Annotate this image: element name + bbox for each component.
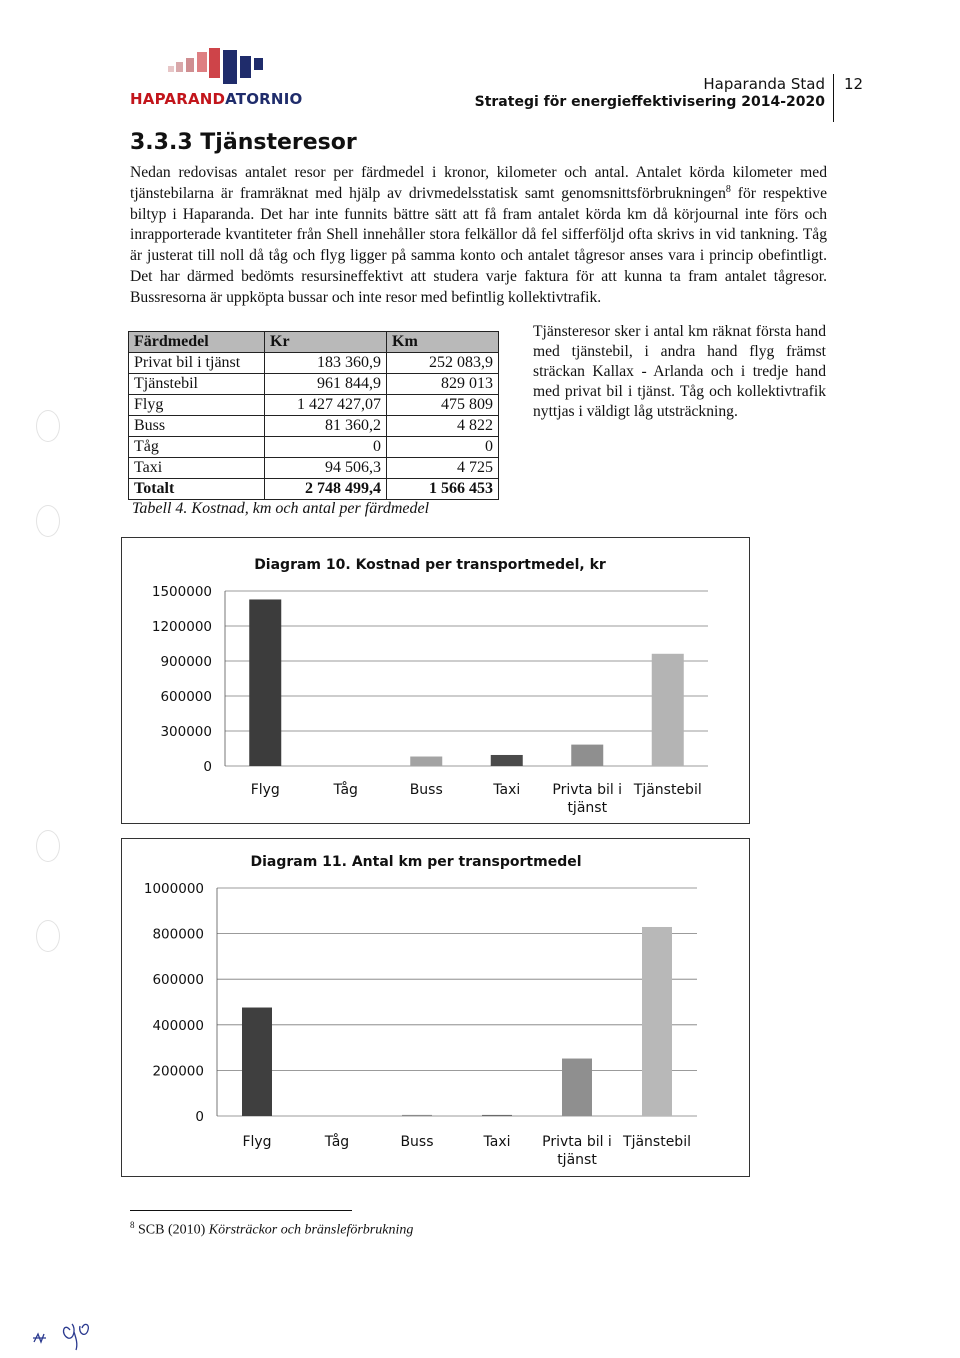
y-tick-label: 1000000 xyxy=(143,881,204,897)
table-caption: Tabell 4. Kostnad, km och antal per färdmedel xyxy=(132,500,430,517)
x-category-label: Tjänstebil xyxy=(623,1134,691,1150)
table-cell: 4 822 xyxy=(387,416,499,437)
header-divider xyxy=(833,74,834,122)
header-document-title: Strategi för energieffektivisering 2014-2020 xyxy=(474,94,825,110)
table-cell: Tjänstebil xyxy=(129,374,265,395)
punch-hole-mark xyxy=(36,410,60,442)
y-tick-label: 600000 xyxy=(152,972,204,989)
table-row xyxy=(129,437,499,458)
page-number: 12 xyxy=(844,75,864,93)
table-header-cell: Färdmedel xyxy=(129,332,265,353)
footnote xyxy=(130,1220,413,1239)
y-tick-label: 200000 xyxy=(152,1063,204,1080)
bar-privta-bil-i-tjänst xyxy=(562,1059,592,1116)
table-cell: 1 566 453 xyxy=(387,479,499,500)
footnote-divider xyxy=(130,1210,352,1211)
logo-text-blue: ATORNIO xyxy=(225,90,303,108)
footnote-number: 8 xyxy=(130,1220,135,1230)
bar-tjänstebil xyxy=(642,927,672,1116)
table-cell: 0 xyxy=(265,437,387,458)
bar-tjänstebil xyxy=(652,654,684,766)
x-category-label: Flyg xyxy=(250,782,280,798)
table-cell: 0 xyxy=(387,437,499,458)
table-cell: 252 083,9 xyxy=(387,353,499,374)
table-cell: 2 748 499,4 xyxy=(265,479,387,500)
table-cell: 81 360,2 xyxy=(265,416,387,437)
bar-flyg xyxy=(249,599,281,766)
y-tick-label: 900000 xyxy=(160,654,212,670)
y-tick-label: 300000 xyxy=(160,724,212,740)
x-category-label: Taxi xyxy=(493,782,521,798)
y-tick-label: 1200000 xyxy=(151,619,212,635)
punch-hole-mark xyxy=(36,920,60,952)
table-row xyxy=(129,353,499,374)
intro-paragraph xyxy=(130,163,827,309)
y-tick-label: 1500000 xyxy=(151,584,212,600)
x-category-label: Buss xyxy=(400,1134,434,1150)
table-header-cell: Km xyxy=(387,332,499,353)
section-heading: 3.3.3 Tjänsteresor xyxy=(130,130,357,155)
punch-hole-mark xyxy=(36,830,60,862)
table-cell: 961 844,9 xyxy=(265,374,387,395)
table-header-row xyxy=(129,332,499,353)
chart-cost-per-transport xyxy=(121,537,748,822)
bar-buss xyxy=(402,1115,432,1116)
y-tick-label: 400000 xyxy=(152,1017,204,1034)
table-row xyxy=(129,416,499,437)
y-tick-label: 600000 xyxy=(160,689,212,705)
chart-km-per-transport xyxy=(121,838,748,1175)
footnote-reference: 8 xyxy=(725,183,731,195)
side-paragraph: Tjänsteresor sker i antal km räknat första hand med tjänstebil, i andra hand flyg främst sträckan Kallax - Arlanda och i tredje hand med privat bil i tjänst. Tåg och kollektivtrafik nyttjas i väldigt låg utsträckning. xyxy=(533,323,826,420)
logo-text xyxy=(130,90,302,108)
y-tick-label: 800000 xyxy=(152,926,204,943)
logo-mark-icon xyxy=(162,44,282,86)
table-cell: 4 725 xyxy=(387,458,499,479)
table-header-cell: Kr xyxy=(265,332,387,353)
footnote-title: Körsträckor och bränsleförbrukning xyxy=(208,1222,414,1238)
table-cell: 1 427 427,07 xyxy=(265,395,387,416)
table-row xyxy=(129,395,499,416)
table-cell: Privat bil i tjänst xyxy=(129,353,265,374)
intro-text-start: Nedan redovisas antalet resor per färdmedel i kronor, kilometer och antal. Antalet körda kilometer med tjänstebilarna är framräknat med hjälp av drivmedelsstatisk samt genomsnittsförbrukningen xyxy=(130,164,827,202)
chart-title: Diagram 10. Kostnad per transportmedel, kr xyxy=(254,557,606,573)
table-cell: Taxi xyxy=(129,458,265,479)
handwritten-initials xyxy=(30,1312,100,1352)
table-cell: Buss xyxy=(129,416,265,437)
bar-flyg xyxy=(242,1008,272,1116)
bar-privta-bil-i-tjänst xyxy=(571,745,603,766)
travel-table xyxy=(128,331,499,500)
bar-taxi xyxy=(482,1115,512,1116)
x-category-label: Taxi xyxy=(483,1134,511,1150)
table-cell: Flyg xyxy=(129,395,265,416)
table-cell: Tåg xyxy=(129,437,265,458)
x-category-label: Privta bil i tjänst xyxy=(552,782,623,816)
x-category-label: Buss xyxy=(409,782,443,798)
x-category-label: Flyg xyxy=(242,1134,272,1150)
table-cell: 829 013 xyxy=(387,374,499,395)
chart-title: Diagram 11. Antal km per transportmedel xyxy=(250,854,582,870)
table-cell: 94 506,3 xyxy=(265,458,387,479)
x-category-label: Tåg xyxy=(333,782,358,798)
x-category-label: Privta bil i tjänst xyxy=(542,1134,612,1168)
table-cell: Totalt xyxy=(129,479,265,500)
y-tick-label: 0 xyxy=(203,759,212,775)
punch-hole-mark xyxy=(36,505,60,537)
bar-buss xyxy=(410,757,442,766)
logo-text-red: HAPARAND xyxy=(130,90,226,108)
x-category-label: Tåg xyxy=(324,1134,350,1150)
intro-text-end: för respektive biltyp i Haparanda. Det har inte funnits bättre sätt att få fram antalet körda km då körjournal inte förs och inrapporterade kvantiteter från Shell innehåller stora felkällor då fel sifferföljd ofta skrivs in vid tankning. Tåg är justerat till noll då tåg och flyg ligger på samma konto och antalet tågresor anses vara i princip obefintligt. Det har därmed bedömts resursineffektivt att studera varje faktura för att kunna ta fram antalet tågresor. Bussresorna är uppköpta bussar och inte resor med befintlig kollektivtrafik. xyxy=(130,184,827,306)
y-tick-label: 0 xyxy=(195,1109,204,1125)
table-row xyxy=(129,458,499,479)
table-row xyxy=(129,374,499,395)
header-organization: Haparanda Stad xyxy=(703,75,825,93)
x-category-label: Tjänstebil xyxy=(633,782,702,798)
table-cell: 475 809 xyxy=(387,395,499,416)
footnote-source: SCB (2010) xyxy=(138,1222,206,1238)
bar-taxi xyxy=(491,755,523,766)
table-cell: 183 360,9 xyxy=(265,353,387,374)
table-total-row xyxy=(129,479,499,500)
